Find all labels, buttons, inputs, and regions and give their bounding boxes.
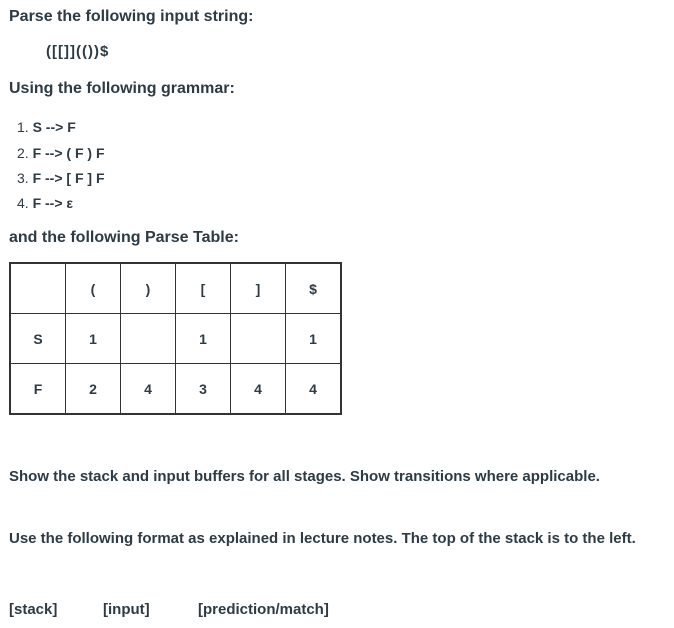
grammar-number: 4. [17,195,29,211]
table-row [10,314,341,364]
grammar-production: F --> ( F ) F [32,145,105,161]
grammar-production: S --> F [32,119,76,135]
header-cell: [ [176,263,231,314]
instruction-format: Use the following format as explained in lecture notes. The top of the stack is to the left. [9,530,636,547]
format-action: [prediction/match] [198,601,329,618]
format-stack: [stack] [9,601,58,618]
grammar-heading: Using the following grammar: [9,80,235,97]
parse-table [9,262,342,415]
header-cell [10,263,66,314]
table-cell: 1 [66,314,121,364]
table-heading: and the following Parse Table: [9,229,239,246]
input-string: ([[]](())$ [46,43,110,60]
table-cell [231,314,286,364]
table-cell: 1 [286,314,342,364]
grammar-rule-3 [17,170,105,186]
grammar-number: 2. [17,145,29,161]
table-cell: 4 [121,364,176,415]
table-cell [121,314,176,364]
grammar-production: F --> ε [32,195,74,211]
grammar-number: 3. [17,170,29,186]
grammar-number: 1. [17,119,29,135]
table-cell: F [10,364,66,415]
table-cell: 1 [176,314,231,364]
grammar-rule-1 [17,119,76,135]
format-input: [input] [103,601,150,618]
table-cell: 2 [66,364,121,415]
grammar-rule-4 [17,195,73,211]
grammar-rule-2 [17,145,105,161]
grammar-production: F --> [ F ] F [32,170,105,186]
header-cell: ( [66,263,121,314]
table-cell: 4 [231,364,286,415]
header-cell: ] [231,263,286,314]
intro-text: Parse the following input string: [9,8,254,25]
header-cell: $ [286,263,342,314]
table-row [10,364,341,415]
table-cell: 4 [286,364,342,415]
table-header-row [10,263,341,314]
table-cell: 3 [176,364,231,415]
table-cell: S [10,314,66,364]
instruction-stages: Show the stack and input buffers for all stages. Show transitions where applicable. [9,468,600,485]
header-cell: ) [121,263,176,314]
